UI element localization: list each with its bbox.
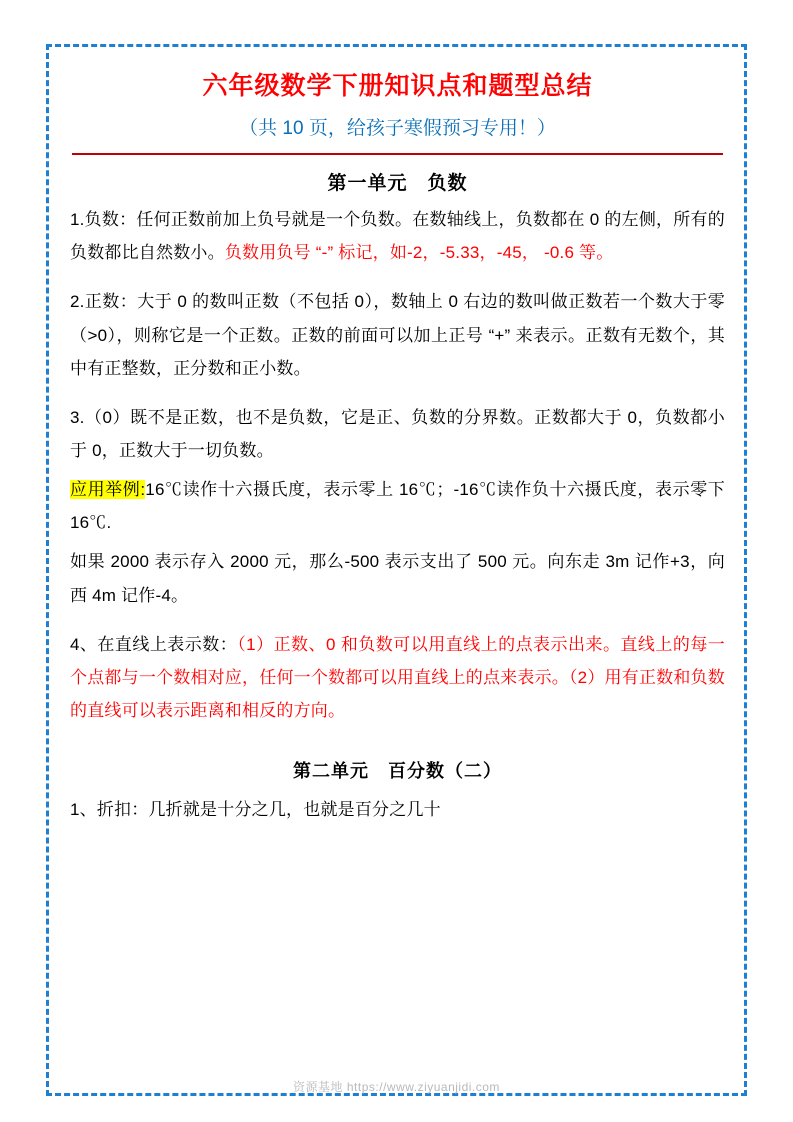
- application-example-line-2: 如果 2000 表示存入 2000 元，那么-500 表示支出了 500 元。向东走 3m 记作+3，向西 4m 记作-4。: [70, 552, 725, 605]
- unit-2-heading: 第二单元 百分数（二）: [293, 761, 502, 782]
- document-content: [70, 62, 725, 832]
- paragraph-item-4: [70, 628, 725, 727]
- application-example-label: 应用举例:: [70, 480, 146, 500]
- paragraph-item-3: [70, 401, 725, 467]
- paragraph-item-2: [70, 285, 725, 384]
- item-4-red-text: （1）正数、0 和负数可以用直线上的点表示出来。直线上的每一个点都与一个数相对应，任何一个数都可以用直线上的点来表示。（2）用有正数和负数的直线可以表示距离和相反的方向。: [70, 634, 725, 721]
- horizontal-rule: [72, 153, 723, 155]
- unit-2-item-1: 1、折扣：几折就是十分之几，也就是百分之几十: [70, 800, 441, 820]
- item-4-black-text: 4、在直线上表示数：: [70, 634, 238, 654]
- watermark: 资源基地 https://www.ziyuanjidi.com: [293, 1080, 500, 1094]
- item-1-red-text: 负数用负号 “-” 标记，如-2，-5.33，-45， -0.6 等。: [224, 243, 614, 263]
- application-example-line-1: 16℃读作十六摄氏度，表示零上 16℃；-16℃读作负十六摄氏度，表示零下 16℃.: [70, 480, 725, 533]
- item-2-black-text: 2.正数：大于 0 的数叫正数（不包括 0），数轴上 0 右边的数叫做正数若一个数大于零（>0），则称它是一个正数。正数的前面可以加上正号 “+” 来表示。正数有无数个，其中有正整数，正分数和正小数。: [70, 292, 725, 378]
- unit-1-heading: 第一单元 负数: [327, 173, 468, 195]
- item-1-black-text: 1.负数：任何正数前加上负号就是一个负数。在数轴线上，负数都在 0 的左侧，所有的负数都比自然数小。: [70, 210, 725, 263]
- application-example-paragraph: [70, 473, 725, 539]
- item-3-black-text: 3.（0）既不是正数，也不是负数，它是正、负数的分界数。正数都大于 0，负数都小于 0，正数大于一切负数。: [70, 407, 725, 461]
- page-title: 六年级数学下册知识点和题型总结: [202, 72, 593, 100]
- page-subtitle: （共 10 页，给孩子寒假预习专用！）: [239, 117, 556, 139]
- paragraph-item-1: [70, 203, 725, 269]
- application-example-line-2-paragraph: [70, 545, 725, 611]
